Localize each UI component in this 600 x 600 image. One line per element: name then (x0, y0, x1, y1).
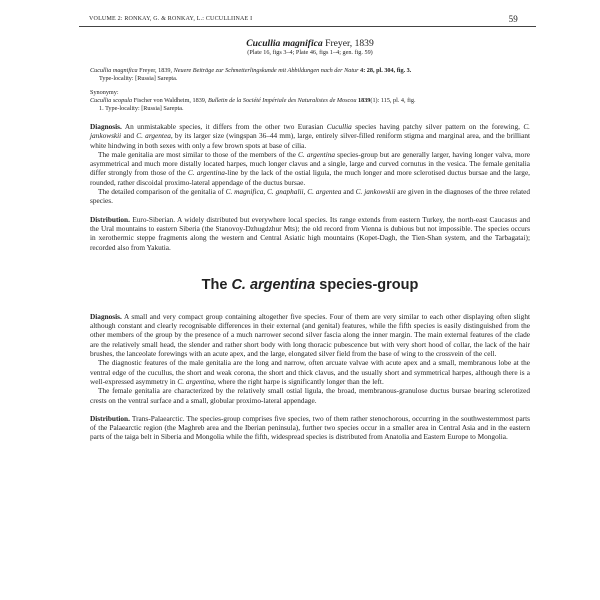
species-group-heading: The C. argentina species-group (201, 276, 419, 293)
species-author: Freyer, 1839 (325, 38, 374, 49)
group-diagnosis-paragraph-3: The female genitalia are characterized by the relatively small ostial ligula, the broad, membranous-granulose ductus bursae bearing sclerotized crests on the ventral surface and a small, globular proximo-lateral appendage. (90, 386, 530, 405)
diagnosis-paragraph-2: The male genitalia are most similar to those of the members of the C. argentina species-group but are generally larger, having longer valva, more asymmetrical and much more distally located harpes, much longer clavus and a single, large and curved cornutus in the vesica. The female genitalia differ strongly from those of the C. argentina-line by the lack of the ostial ligula, the much longer and more sclerotised ductus bursae and the large, rounded, rather discoidal proximo-lateral appendage of the ductus bursae. (90, 149, 531, 187)
citation-journal: Neuere Beiträge zur Schmetterlingskunde mit Abbildungen nach der Natur (173, 67, 359, 74)
synonym-ref: (1): 115, pl. 4, fig. (370, 97, 416, 104)
citation-author: Freyer, 1839, (139, 67, 173, 74)
original-citation (90, 67, 530, 83)
header-authors: VOLUME 2: RONKAY, G. & RONKAY, L.: CUCULLIINAE I (89, 16, 253, 22)
distribution-paragraph: Distribution. Euro-Siberian. A widely distributed but everywhere local species. Its range extends from eastern Turkey, the north-east Caucasus and the Ural mountains to eastern Siberia (the Stanovoy-Dzhugdzhur Mts); the old record from Vienna is dubious but not impossible. The species occurs in xerothermic steppe fragments along the western and Central Asiatic high mountains (Kopet-Dagh, the Tien-Shan system, and the Tarbagatai); recorded also from Yakutia. (90, 214, 531, 252)
diagnosis-paragraph-3: The detailed comparison of the genitalia of C. magnifica, C. gnaphalii, C. argentea and C. jankowskii are given in the diagnoses of the three related species. (90, 187, 530, 206)
synonym-journal: Bulletin de la Société Impériale des Naturalistes de Moscou (207, 97, 357, 104)
synonym-name: Cucullia scopula (90, 97, 133, 104)
group-diagnosis-paragraph-1: Diagnosis. A small and very compact group containing altogether five species. Four of them are very similar to each other displaying often slight although constant and clearly recognisable differences in their external (and genital) features, while the fifth species is easily distinguished from the other members of the group by the presence of a much narrower second silver fascia along the inner margin. The main external features of the clade are the relatively small head, the slender and rather short body with long thoracic pubescence but with very short hood of collar, the lack of the hair brushes, the lanceolate forewings with an acute apex, and the large, elongated silver field from the base of wing to the crossvein of the cell. (90, 311, 530, 359)
running-header (79, 12, 536, 27)
synonymy-block (90, 89, 530, 113)
synonymy-label: Synonymy: (90, 89, 119, 96)
page-content (90, 38, 530, 442)
species-title (90, 38, 530, 49)
distribution-label: Distribution. (90, 214, 130, 224)
synonym-locality: 1. Type-locality: [Russia] Sarepta. (99, 105, 184, 112)
group-diagnosis-paragraph-2: The diagnostic features of the male genitalia are the long and narrow, often arcuate valvae with acute apex and a small, membranous lobe at the ventral edge of the cucullus, the short and weak corona, the short and thick clavus, and the usually short and symmetrical harpes, although there is a well-expressed asymmetry in C. argentina, where the right harpe is significantly longer than the left. (90, 358, 530, 386)
group-distribution-paragraph: Distribution. Trans-Palaearctic. The species-group comprises five species, two of them rather stenochorous, occurring in the southwesternmost parts of the Palaearctic region (the Maghreb area and the Iberian peninsula), further two species occur in a smaller area in Central Asia and in the eastern parts of the taiga belt in Siberia and Mongolia while the fifth, widespread species is distributed from Anatolia and Eastern Europe to Mongolia. (90, 413, 530, 442)
diagnosis-label: Diagnosis. (90, 122, 122, 131)
citation-name: Cucullia magnifica (90, 67, 138, 74)
citation-locality: Type-locality: [Russia] Sarepta. (99, 75, 178, 82)
group-distribution-label: Distribution. (90, 413, 130, 423)
group-diagnosis-label: Diagnosis. (90, 311, 122, 321)
plate-reference: (Plate 16, figs 3–4; Plate 46, figs 1–4; gen. fig. 59) (247, 49, 373, 56)
synonym-author: Fischer von Waldheim, 1839, (133, 97, 207, 104)
citation-ref: 4: 28, pl. 304, fig. 3. (360, 67, 412, 74)
page-number: 59 (508, 14, 518, 24)
species-name: Cucullia magnifica (246, 38, 323, 49)
synonym-ref-year: 1839 (358, 97, 371, 104)
diagnosis-paragraph-1: Diagnosis. An unmistakable species, it differs from the other two Eurasian Cucullia species having patchy silver pattern on the forewing, C. jankowskii and C. argentea, by its larger size (wingspan 36–44 mm), large, entirely silver-filled reniform stigma and marginal area, and the brilliant white hindwing in both sexes with only a few brown spots at base of cilia. (90, 122, 531, 150)
